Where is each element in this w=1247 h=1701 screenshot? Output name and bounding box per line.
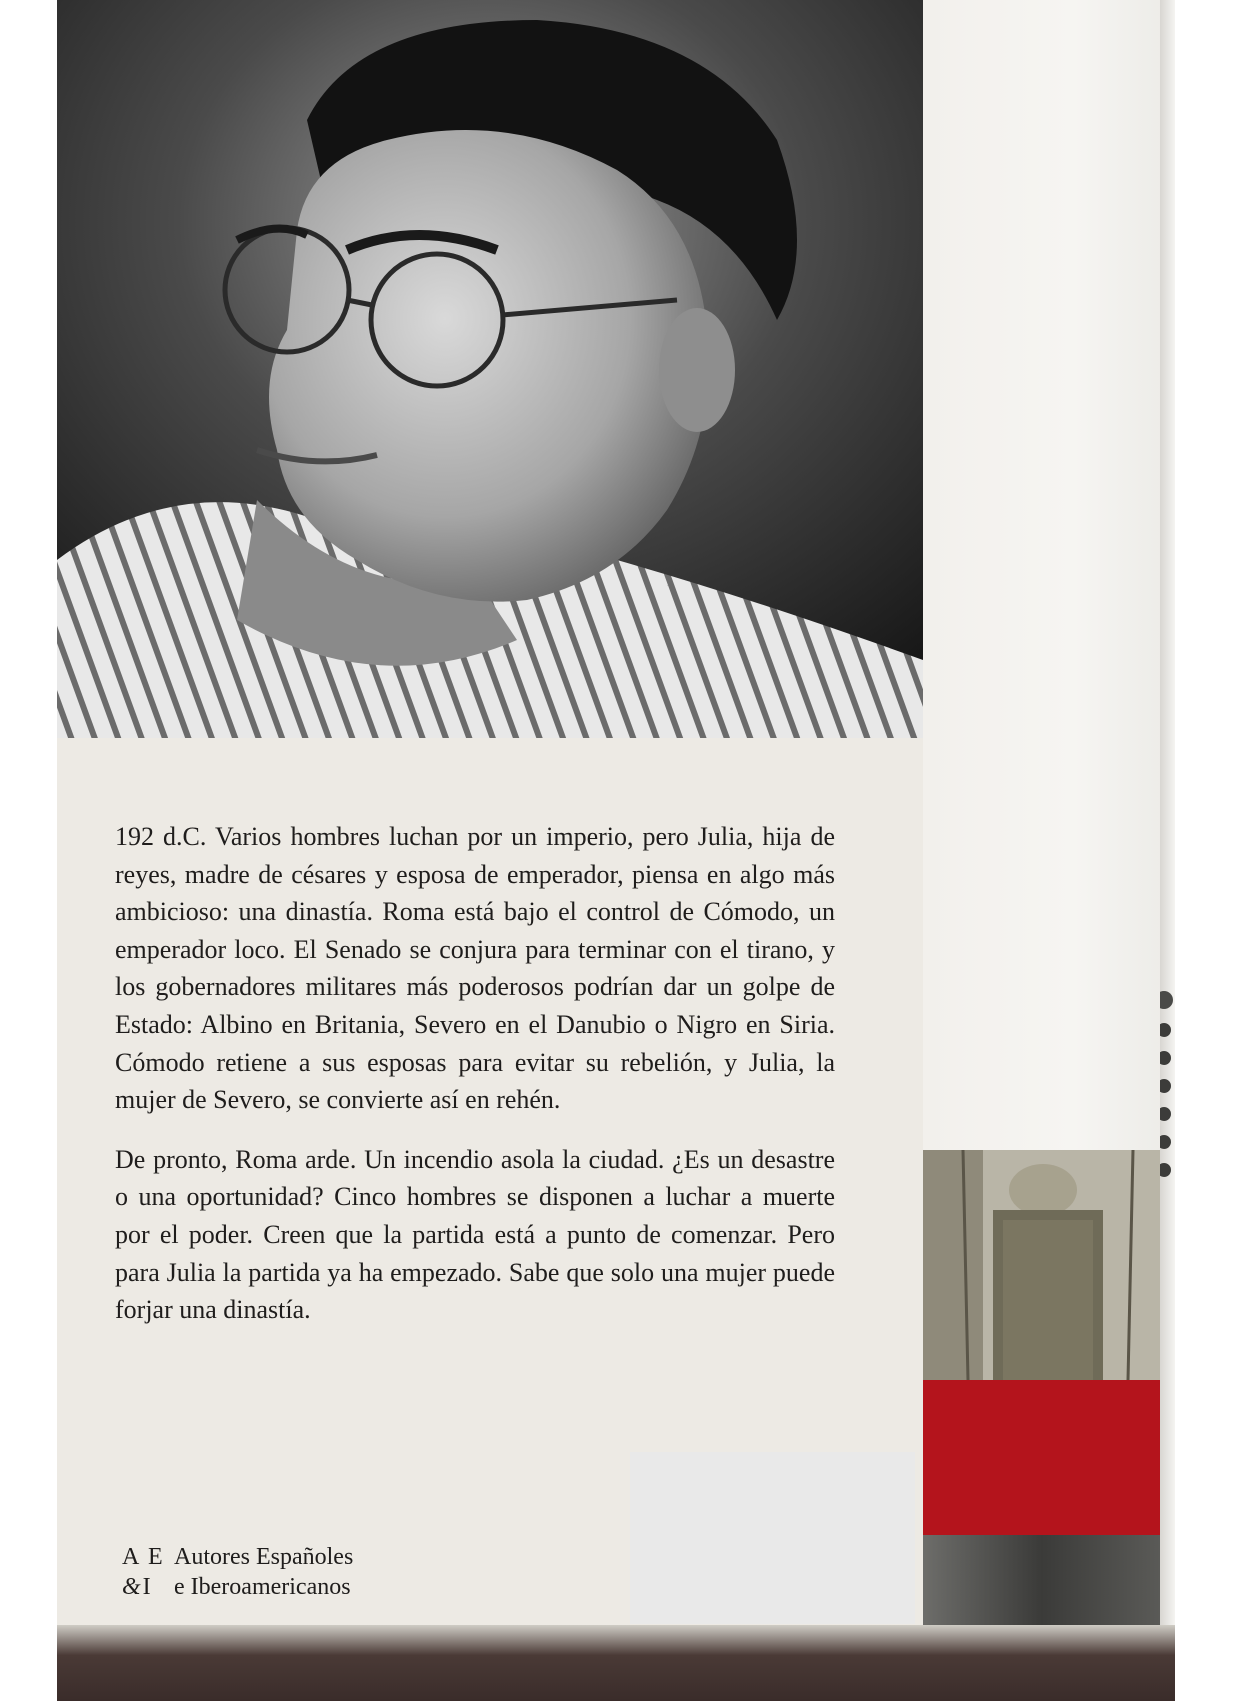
flap-soldier-image bbox=[923, 1150, 1160, 1380]
book-synopsis bbox=[115, 818, 835, 1351]
synopsis-paragraph-1: 192 d.C. Varios hombres luchan por un imperio, pero Julia, hija de reyes, madre de césares y esposa de emperador, piensa en algo más ambicioso: una dinastía. Roma está bajo el control de Cómodo, un emperador loco. El Senado se conjura para terminar con el tirano, y los gobernadores militares más poderosos podrían dar un golpe de Estado: Albino en Britania, Severo en el Danubio o Nigro en Siria. Cómodo retiene a sus esposas para evitar su rebelión, y Julia, la mujer de Severo, se convierte así en rehén. bbox=[115, 822, 835, 1115]
collection-mark-i: I bbox=[142, 1574, 153, 1600]
collection-row-1 bbox=[122, 1542, 353, 1572]
flap-edge bbox=[1160, 0, 1175, 1625]
collection-mark-ampersand: & bbox=[122, 1574, 143, 1600]
author-portrait-illustration bbox=[57, 0, 923, 738]
soldier-illustration bbox=[923, 1150, 1160, 1380]
collection-name-line-1: Autores Españoles bbox=[174, 1544, 354, 1570]
collection-logo bbox=[122, 1542, 353, 1602]
collection-row-2 bbox=[122, 1572, 353, 1602]
flap-dark-band bbox=[923, 1535, 1160, 1625]
collection-mark-ampersand-i bbox=[122, 1572, 174, 1602]
author-photo bbox=[57, 0, 923, 738]
flap-red-band bbox=[923, 1380, 1160, 1535]
barcode-sticker-area bbox=[630, 1452, 915, 1624]
bottom-edge-band bbox=[57, 1625, 1175, 1701]
standard-pole-icon bbox=[1160, 0, 1175, 1625]
collection-name-line-2: e Iberoamericanos bbox=[174, 1574, 351, 1600]
synopsis-paragraph-2: De pronto, Roma arde. Un incendio asola la ciudad. ¿Es un desastre o una oportunidad? Cinco hombres se disponen a luchar a muerte por el poder. Creen que la partida está a punto de comenzar. Pero para Julia la partida ya ha empezado. Sabe que solo una mujer puede forjar una dinastía. bbox=[115, 1144, 835, 1325]
collection-mark-ae: A E bbox=[122, 1544, 165, 1570]
